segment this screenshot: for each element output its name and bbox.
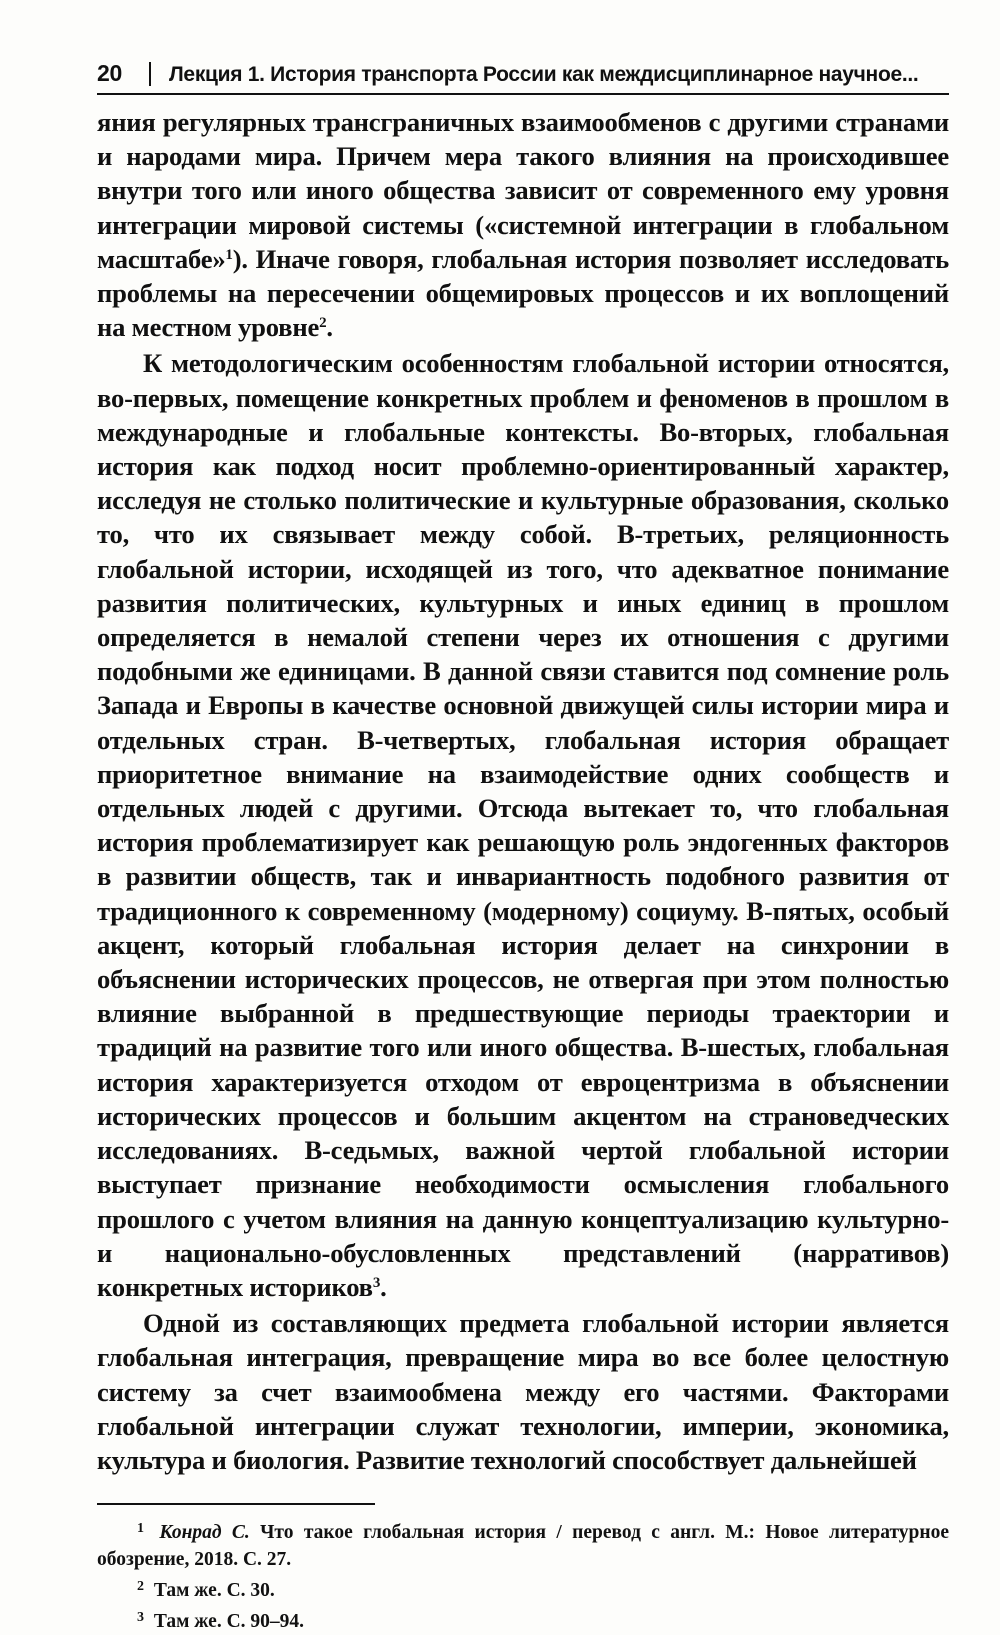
footnote-ref-1[interactable]: 1 bbox=[225, 246, 233, 263]
book-page bbox=[97, 60, 949, 1635]
footnotes bbox=[97, 1515, 949, 1635]
running-title: Лекция 1. История транспорта России как междисциплинарное научное... bbox=[169, 63, 919, 86]
footnote-ref-3[interactable]: 3 bbox=[372, 1274, 381, 1291]
footnote-1: 1 Конрад С. Что такое глобальная история / перевод с англ. М.: Новое литературное обозрение, 2018. С. 27. bbox=[97, 1521, 950, 1571]
footnote-2: 2 Там же. С. 30. bbox=[137, 1579, 275, 1602]
footnote-ref-2[interactable]: 2 bbox=[319, 315, 327, 332]
paragraph-1: яния регулярных трансграничных взаимообменов с другими странами и народами мира. Причем мера такого влияния на происходившее внутри того или иного общества зависит от современного ему уровня интеграции мировой системы («системной интеграции в глобальном масштабе»$^1$). Иначе говоря, глобальная история позволяет исследовать проблемы на пересечении общемировых процессов и их воплощений на местном уровне$^2$. bbox=[97, 107, 949, 343]
page-number: 20 bbox=[97, 60, 122, 86]
footnote-3: 3 Там же. С. 90–94. bbox=[137, 1610, 305, 1633]
header-separator bbox=[149, 62, 151, 86]
paragraph-3: Одной из составляющих предмета глобальной истории является глобальная интеграция, превращение мира во все более целостную систему за счет взаимообмена между его частями. Факторами глобальной интеграции служат технологии, империи, экономика, культура и биология. Развитие технологий способствует дальнейшей bbox=[97, 1308, 949, 1475]
footnote-divider bbox=[97, 1503, 375, 1505]
paragraph-2: К методологическим особенностям глобальной истории относятся, во-первых, помещение конкретных проблем и феноменов в прошлом в международные и глобальные контексты. Во-вторых, глобальная история как подход носит проблемно-ориентированный характер, исследуя не столько политические и культурные образования, сколько то, что их связывает между собой. В-третьих, реляционность глобальной истории, исходящей из того, что адекватное понимание развития политических, культурных и иных единиц в прошлом определяется в немалой степени через их отношения с другими подобными же единицами. В данной связи ставится под сомнение роль Запада и Европы в качестве основной движущей силы истории мира и отдельных стран. В-четвертых, глобальная история обращает приоритетное внимание на взаимодействие одних сообществ и отдельных людей с другими. Отсюда вытекает то, что глобальная история проблематизирует как решающую роль эндогенных факторов в развитии обществ, так и инвариантность подобного развития от традиционного к современному (модерному) социуму. В-пятых, особый акцент, который глобальная история делает на синхронии в объяснении исторических процессов, не отвергая при этом полностью влияние выбранной в предшествующие периоды траектории и традиций на развитие того или иного общества. В-шестых, глобальная история характеризуется отходом от евроцентризма в объяснении исторических процессов и большим акцентом на страноведческих исследованиях. В-седьмых, важной чертой глобальной истории выступает признание необходимости осмысления глобального прошлого с учетом влияния на данную концептуализацию культурно- и национально-обусловленных представлений (нарративов) конкретных историков$^3$. bbox=[97, 348, 949, 1302]
footnote-author: Конрад С. bbox=[159, 1522, 250, 1544]
main-text bbox=[97, 105, 949, 1477]
running-header bbox=[97, 60, 949, 95]
